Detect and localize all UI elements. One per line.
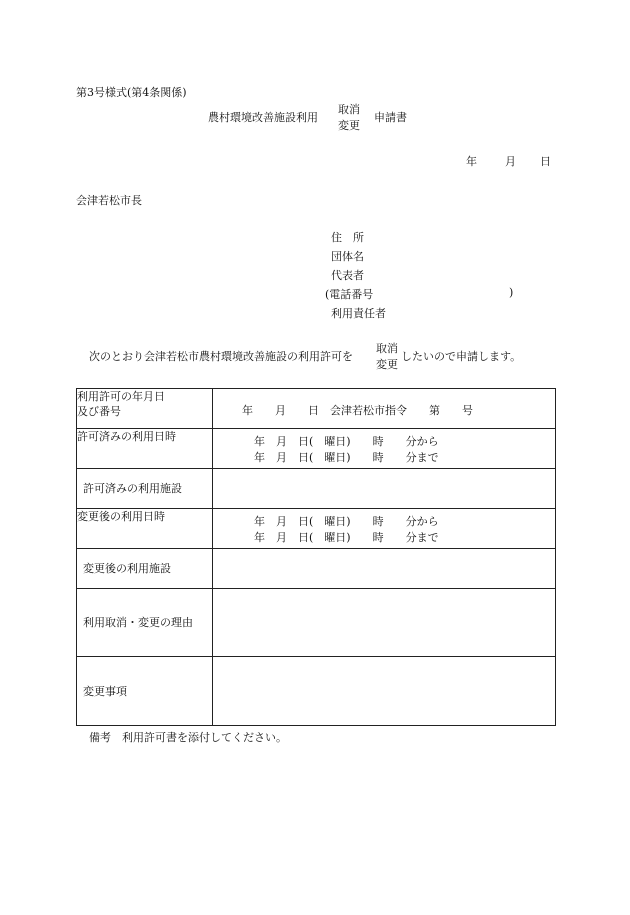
applicant-group-label: 団体名 — [331, 250, 364, 263]
applicant-phone-label: (電話番号 — [325, 288, 374, 301]
remarks-note: 備考 利用許可書を添付してください。 — [89, 731, 287, 744]
new-datetime-label: 変更後の利用日時 — [77, 509, 213, 549]
table-row-approved-datetime — [77, 429, 556, 469]
new-datetime-to: 年 月 日( 曜日) 時 分まで — [254, 531, 439, 544]
applicant-phone-close: ) — [509, 286, 514, 299]
changes-field[interactable] — [213, 657, 556, 726]
form-title-prefix: 農村環境改善施設利用 — [208, 111, 318, 124]
statement-option-cancel: 取消 — [376, 342, 398, 355]
permit-date-number-field[interactable] — [213, 389, 556, 429]
statement-text-after: したいので申請します。 — [401, 350, 522, 363]
new-datetime-from: 年 月 日( 曜日) 時 分から — [254, 515, 439, 528]
table-row-new-facility — [77, 549, 556, 589]
reason-label: 利用取消・変更の理由 — [77, 589, 213, 657]
approved-datetime-to: 年 月 日( 曜日) 時 分まで — [254, 451, 439, 464]
table-row-approved-facility — [77, 469, 556, 509]
new-datetime-field[interactable] — [213, 509, 556, 549]
new-facility-label: 変更後の利用施設 — [77, 549, 213, 589]
permit-label-line1: 利用許可の年月日 — [77, 390, 165, 403]
form-number: 第3号様式(第4条関係) — [76, 86, 187, 99]
table-row-changes — [77, 657, 556, 726]
approved-facility-field[interactable] — [213, 469, 556, 509]
title-option-cancel: 取消 — [338, 103, 360, 116]
changes-label: 変更事項 — [77, 657, 213, 726]
application-table — [76, 388, 556, 726]
table-row-reason — [77, 589, 556, 657]
statement-text-before: 次のとおり会津若松市農村環境改善施設の利用許可を — [89, 350, 353, 363]
applicant-representative-label: 代表者 — [331, 269, 364, 282]
approved-datetime-field[interactable] — [213, 429, 556, 469]
form-title-suffix: 申請書 — [374, 111, 407, 124]
permit-label-line2: 及び番号 — [77, 405, 121, 418]
date-year: 年 — [466, 155, 477, 168]
permit-date-number-text: 年 月 日 会津若松市指令 第 号 — [242, 404, 473, 417]
table-row-permit-info — [77, 389, 556, 429]
statement-option-change: 変更 — [376, 358, 398, 371]
approved-datetime-from: 年 月 日( 曜日) 時 分から — [254, 435, 439, 448]
date-month: 月 — [505, 155, 516, 168]
new-facility-field[interactable] — [213, 549, 556, 589]
title-option-change: 変更 — [338, 119, 360, 132]
date-day: 日 — [540, 155, 551, 168]
applicant-address-label: 住 所 — [331, 231, 364, 244]
applicant-manager-label: 利用責任者 — [331, 307, 386, 320]
approved-facility-label: 許可済みの利用施設 — [77, 469, 213, 509]
addressee: 会津若松市長 — [76, 194, 142, 207]
table-row-new-datetime — [77, 509, 556, 549]
permit-date-number-label — [77, 389, 213, 429]
approved-datetime-label: 許可済みの利用日時 — [77, 429, 213, 469]
reason-field[interactable] — [213, 589, 556, 657]
